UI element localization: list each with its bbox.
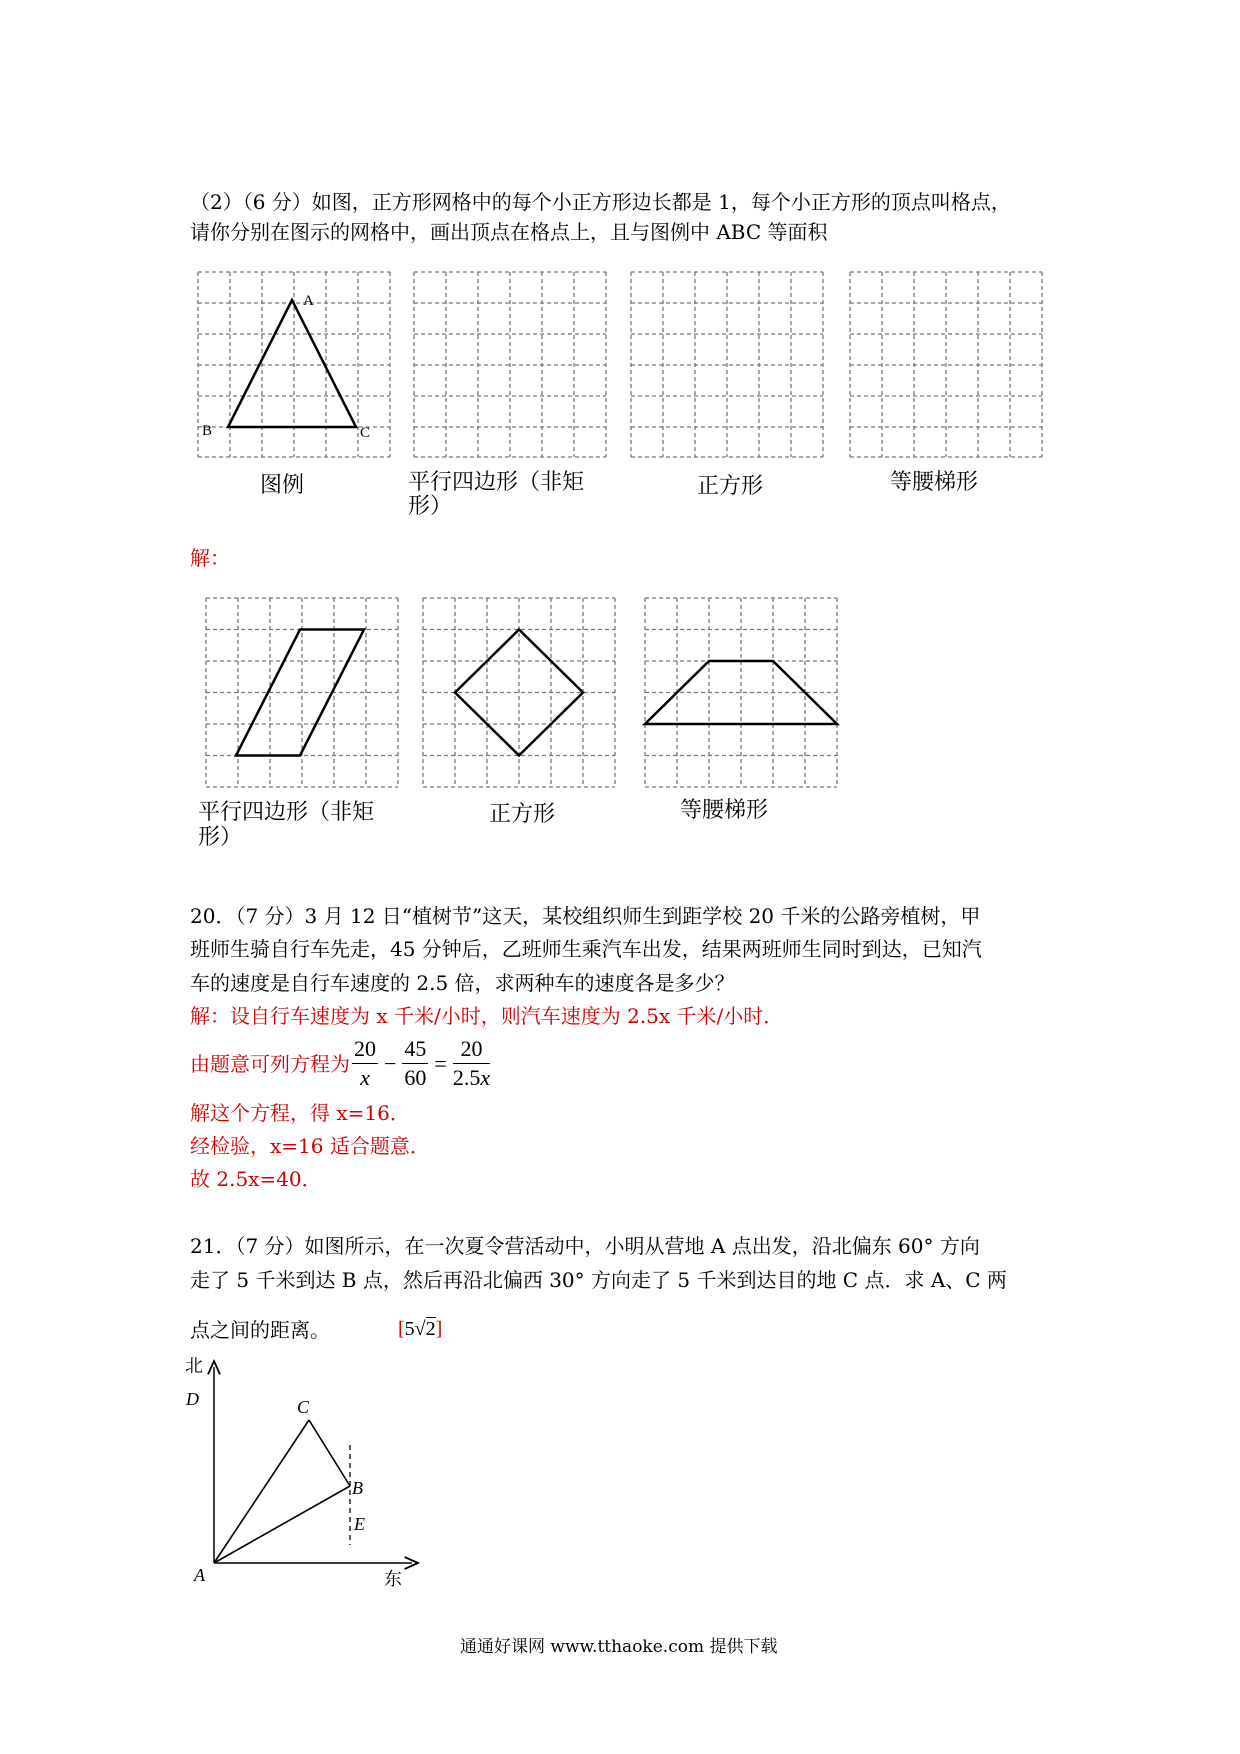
fraction-3-den (453, 1064, 490, 1092)
triangle-abc (228, 300, 356, 427)
legend-grid (198, 272, 390, 457)
label-b: B (202, 423, 213, 439)
q20-ans5: 故 2.5x=40． (190, 1167, 322, 1191)
fraction-3 (453, 1035, 490, 1092)
q20-ans3: 解这个方程，得 x=16． (190, 1101, 410, 1125)
answer-bracket-open: [ (398, 1318, 405, 1340)
fraction-2-num: 45 (402, 1035, 428, 1064)
empty-grid-parallelogram (414, 272, 606, 457)
q19-line1: （2）（6 分）如图，正方形网格中的每个小正方形边长都是 1，每个小正方形的顶点叫格点， (190, 190, 1011, 214)
caption-legend: 图例 (260, 473, 305, 498)
equals-sign: = (434, 1050, 447, 1076)
sol-caption-parallelogram-1: 平行四边形（非矩 (198, 800, 375, 825)
label-e: E (354, 1514, 365, 1534)
fraction-3-den-var: x (480, 1065, 491, 1090)
segment-ac (214, 1420, 309, 1563)
caption-parallelogram-1: 平行四边形（非矩 (408, 470, 585, 495)
fraction-1-num: 20 (352, 1035, 378, 1064)
q19-line2: 请你分别在图示的网格中，画出顶点在格点上，且与图例中 ABC 等面积 (190, 220, 828, 244)
solution-grid-square (423, 598, 615, 787)
caption-parallelogram-2: 形） (408, 494, 453, 519)
sol-caption-parallelogram-2: 形） (198, 825, 243, 850)
label-east: 东 (384, 1569, 402, 1590)
q20-ans2-prefix: 由题意可列方程为 (190, 1051, 350, 1076)
solution-label: 解： (190, 546, 230, 570)
label-north: 北 (185, 1356, 203, 1377)
label-c-diagram: C (297, 1397, 310, 1417)
q21-line1: 21．（7 分）如图所示，在一次夏令营活动中，小明从营地 A 点出发，沿北偏东 60° 方向 (190, 1234, 980, 1258)
fraction-3-den-coef: 2.5 (452, 1065, 481, 1090)
q20-line1: 20．（7 分）3 月 12 日“植树节”这天，某校组织师生到距学校 20 千米的公路旁植树，甲 (190, 904, 981, 928)
empty-grid-square (631, 272, 823, 457)
label-c: C (360, 425, 371, 441)
sol-caption-square: 正方形 (489, 802, 556, 827)
empty-grid-trapezoid (850, 272, 1042, 457)
q21-line2: 走了 5 千米到达 B 点，然后再沿北偏西 30° 方向走了 5 千米到达目的地 C 点．求 A、C 两 (190, 1268, 1007, 1292)
caption-trapezoid: 等腰梯形 (890, 470, 979, 495)
segment-ab (214, 1486, 350, 1563)
label-d: D (186, 1389, 199, 1409)
solution-grid-trapezoid (645, 598, 837, 787)
minus-sign: − (384, 1050, 397, 1076)
fraction-3-num: 20 (453, 1035, 490, 1064)
q20-line2: 班师生骑自行车先走，45 分钟后，乙班师生乘汽车出发，结果两班师生同时到达，已知汽 (190, 937, 982, 961)
sol-caption-trapezoid: 等腰梯形 (680, 798, 769, 823)
footer-text: 通通好课网 www.tthaoke.com 提供下载 (460, 1637, 778, 1657)
label-a-diagram: A (194, 1565, 205, 1585)
solution-grid-parallelogram (206, 598, 398, 787)
label-a: A (303, 293, 314, 309)
q21-answer (398, 1312, 442, 1346)
answer-bracket-close: ] (435, 1318, 443, 1340)
q20-ans4: 经检验，x=16 适合题意． (190, 1134, 430, 1158)
label-b-diagram: B (352, 1478, 363, 1498)
caption-square: 正方形 (697, 474, 764, 499)
fraction-1 (352, 1035, 378, 1092)
direction-diagram (185, 1355, 430, 1595)
q20-line3: 车的速度是自行车速度的 2.5 倍，求两种车的速度各是多少？ (190, 971, 735, 995)
answer-coef: 5 (404, 1318, 415, 1340)
sqrt-sign: √ (414, 1318, 426, 1340)
q21-line3: 点之间的距离。 (190, 1318, 330, 1342)
q20-equation-line (190, 1035, 492, 1092)
fraction-2 (402, 1035, 428, 1092)
fraction-2-den: 60 (404, 1065, 427, 1090)
segment-cb (309, 1420, 350, 1486)
answer-radicand: 2 (425, 1318, 436, 1340)
q20-ans1: 解：设自行车速度为 x 千米/小时，则汽车速度为 2.5x 千米/小时． (190, 1004, 784, 1028)
fraction-1-den: x (360, 1065, 370, 1090)
